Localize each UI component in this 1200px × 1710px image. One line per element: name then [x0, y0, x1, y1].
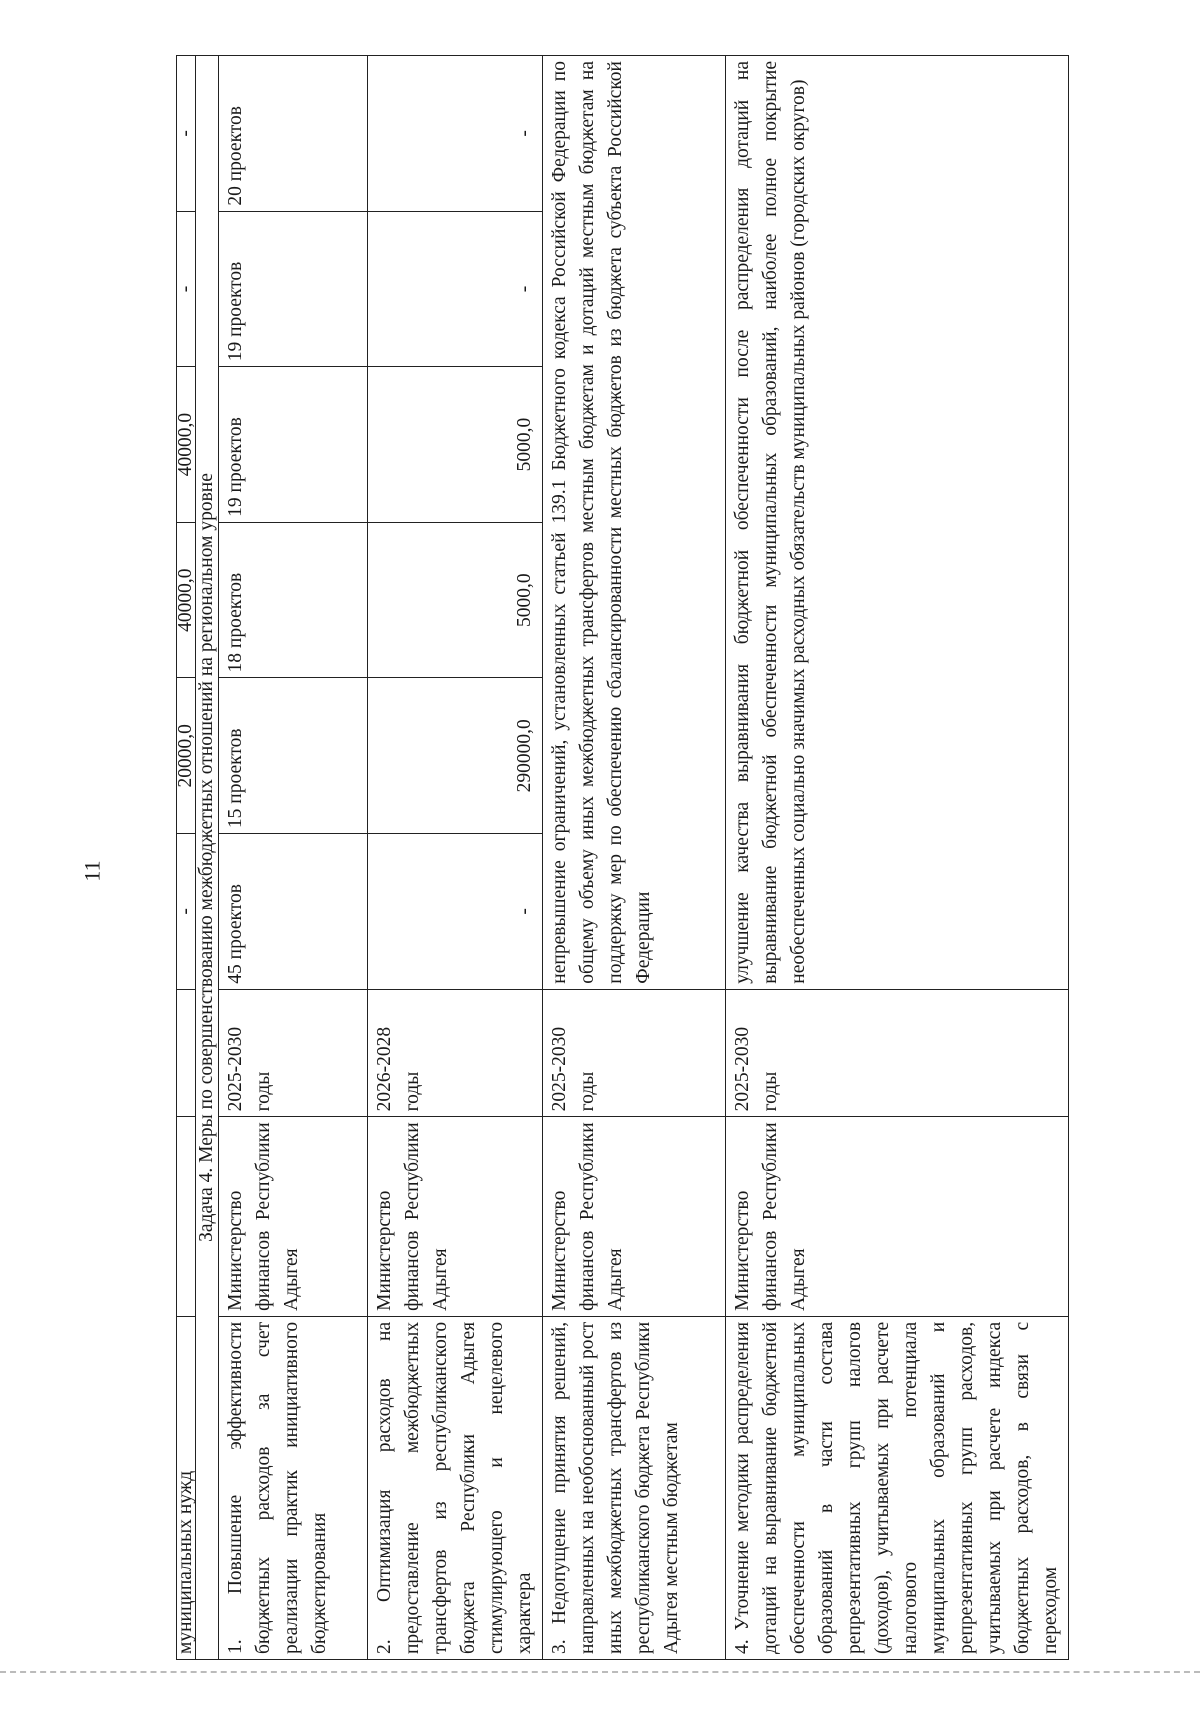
- result-cell: 19 проектов: [219, 367, 368, 523]
- table-row: [368, 56, 543, 1660]
- measure-cell: 2. Оптимизация расходов на предоставление межбюджетных трансфертов из республиканского бюджета Республики Адыгея стимулирующего и нецелевого характера: [368, 1316, 543, 1659]
- cell-empty: [177, 1117, 196, 1317]
- result-cell: 45 проектов: [219, 834, 368, 990]
- cell-value: -: [177, 211, 196, 367]
- executor-cell: Министерство финансов Республики Адыгея: [726, 1117, 1069, 1317]
- result-cell: 290000,0: [368, 678, 543, 834]
- period-cell: 2025-2030 годы: [543, 989, 726, 1117]
- period-cell: 2025-2030 годы: [726, 989, 1069, 1117]
- result-cell: 19 проектов: [219, 211, 368, 367]
- table-row: [726, 56, 1069, 1660]
- rotated-table-sheet: [175, 55, 1061, 1660]
- result-cell: -: [368, 834, 543, 990]
- executor-cell: Министерство финансов Республики Адыгея: [543, 1117, 726, 1317]
- task-title: Задача 4. Меры по совершенствованию межбюджетных отношений на региональном уровне: [196, 56, 219, 1660]
- task-heading-row: [196, 56, 219, 1660]
- measure-cell: 3. Недопущение принятия решений, направленных на необоснованный рост иных межбюджетных трансфертов из республиканского бюджета Республики Адыгея местным бюджетам: [543, 1316, 726, 1659]
- result-cell: 18 проектов: [219, 522, 368, 678]
- result-text-cell: непревышение ограничений, установленных статьей 139.1 Бюджетного кодекса Российской Федерации по общему объему иных межбюджетных трансфертов местным бюджетам и дотаций местным бюджетам на поддержку мер по обеспечению сбалансированности местных бюджетов из бюджета субъекта Российской Федерации: [543, 56, 726, 990]
- result-cell: -: [368, 56, 543, 212]
- executor-cell: Министерство финансов Республики Адыгея: [368, 1117, 543, 1317]
- period-cell: 2026-2028 годы: [368, 989, 543, 1117]
- cell-value: 40000,0: [177, 522, 196, 678]
- measure-cell: 4. Уточнение методики распределения дотаций на выравнивание бюджетной обеспеченности муниципальных образований в части состава репрезентативных групп налогов (доходов), учитываемых при расчете налогового потенциала муниципальных образований и репрезентативных групп расходов, учитываемых при расчете индекса бюджетных расходов, в связи с переходом: [726, 1316, 1069, 1659]
- period-cell: 2025-2030 годы: [219, 989, 368, 1117]
- executor-cell: Министерство финансов Республики Адыгея: [219, 1117, 368, 1317]
- result-cell: 20 проектов: [219, 56, 368, 212]
- table-row: [219, 56, 368, 1660]
- result-cell: 5000,0: [368, 522, 543, 678]
- measure-cell: 1. Повышение эффективности бюджетных расходов за счет реализации практик инициативного бюджетирования: [219, 1316, 368, 1659]
- result-cell: 5000,0: [368, 367, 543, 523]
- measures-table: [176, 55, 1069, 1660]
- scan-edge-line: [0, 1671, 1200, 1674]
- result-cell: -: [368, 211, 543, 367]
- cell-value: -: [177, 834, 196, 990]
- result-text-cell: улучшение качества выравнивания бюджетной обеспеченности после распределения дотаций на выравнивание бюджетной обеспеченности муниципальных образований, наиболее полное покрытие необеспеченных социально значимых расходных обязательств муниципальных районов (городских округов): [726, 56, 1069, 990]
- cell-empty: [177, 989, 196, 1117]
- cell-label: муниципальных нужд: [177, 1316, 196, 1659]
- result-cell: 15 проектов: [219, 678, 368, 834]
- page-number: 11: [79, 860, 105, 882]
- cell-value: 40000,0: [177, 367, 196, 523]
- table-row: [543, 56, 726, 1660]
- table-row-municipal-needs: [177, 56, 196, 1660]
- cell-value: -: [177, 56, 196, 212]
- cell-value: 20000,0: [177, 678, 196, 834]
